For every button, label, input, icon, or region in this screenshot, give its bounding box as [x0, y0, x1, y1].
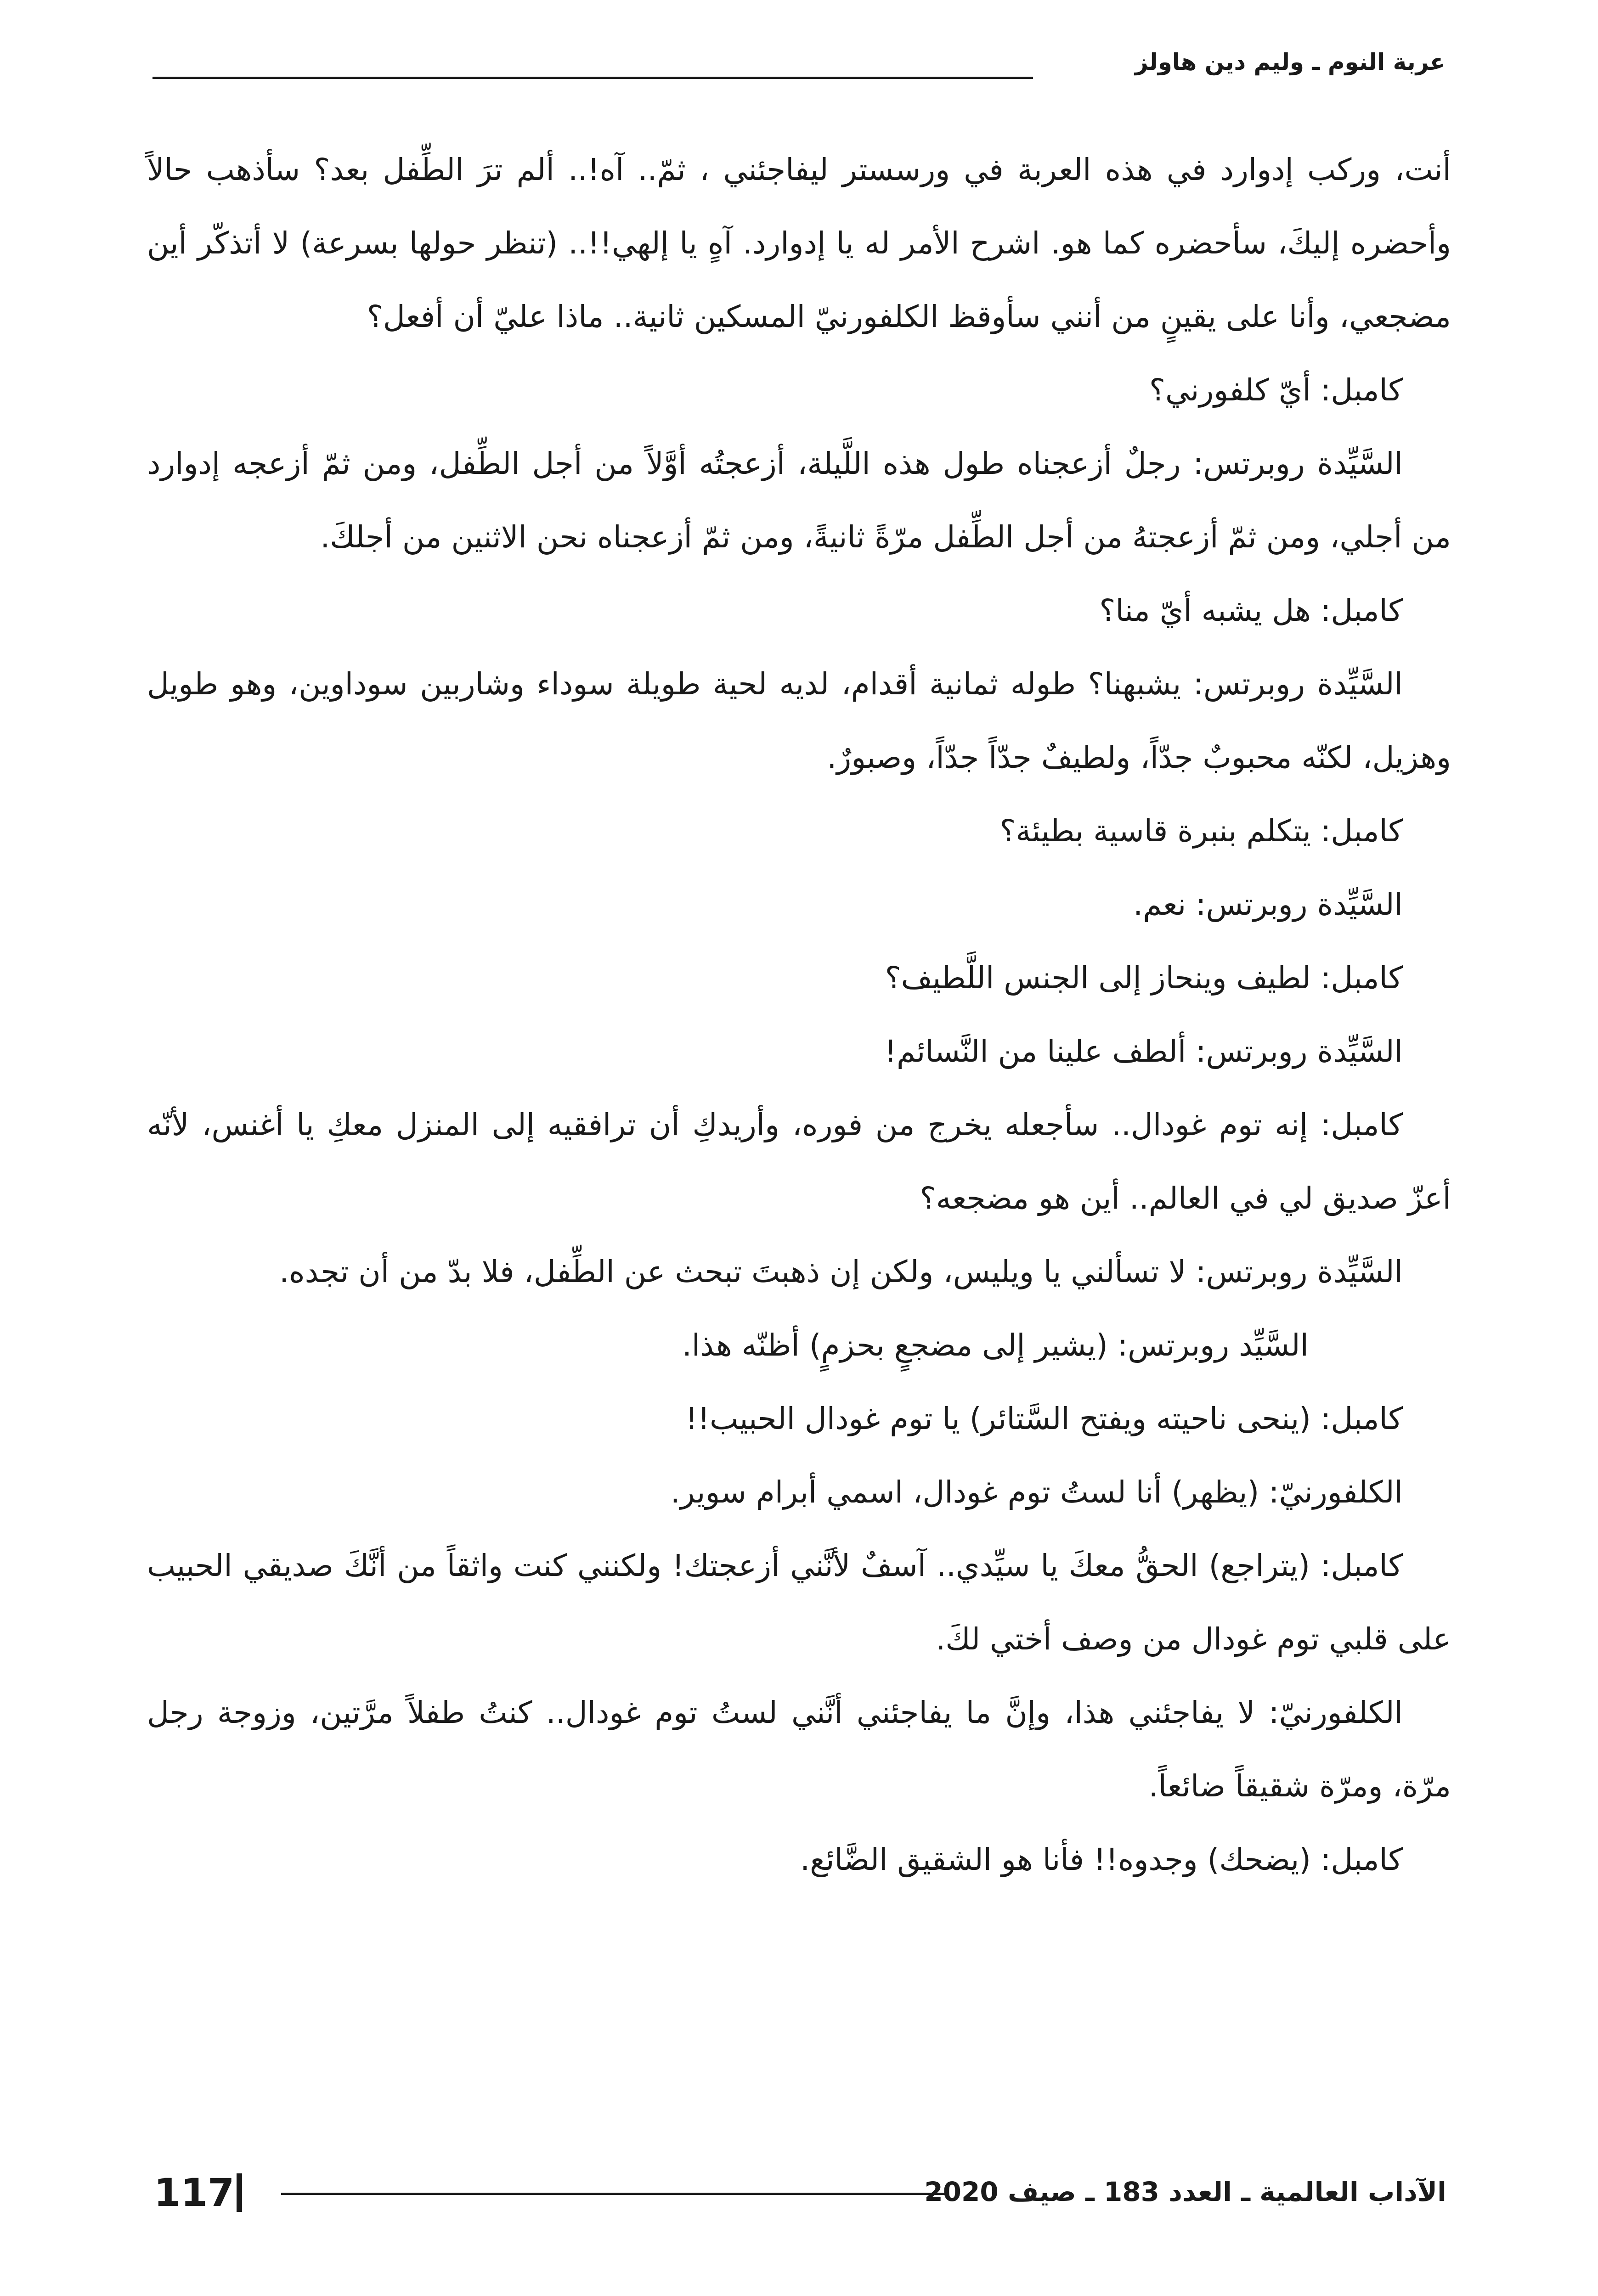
paragraph: السَّيِّدة روبرتس: لا تسألني يا ويليس، ولكن إن ذهبتَ تبحث عن الطِّفل، فلا بدّ من أن تجده. [279, 1254, 1403, 1289]
running-header-title: عربة النوم ـ وليم دين هاولز [1135, 49, 1446, 75]
header-rule [152, 77, 1033, 79]
page-number: 117 [154, 2170, 235, 2215]
paragraph: السَّيِّدة روبرتس: ألطف علينا من النَّسائم! [884, 1034, 1403, 1069]
paragraph: كامبل: (يتراجع) الحقُّ معكَ يا سيِّدي.. آسفٌ لأنَّني أزعجتك! ولكنني كنت واثقاً من أنَّكَ صديقي الحبيب على قلبي توم غودال من وصف أختي لكَ. [147, 1548, 1451, 1657]
paragraph: كامبل: أيّ كلفورني؟ [1149, 372, 1403, 408]
paragraph: السَّيِّدة روبرتس: يشبهنا؟ طوله ثمانية أقدام، لديه لحية طويلة سوداء وشاربين سوداوين، وهو طويل وهزيل، لكنّه محبوبٌ جدّاً، ولطيفٌ جدّاً جدّاً، وصبورٌ. [147, 666, 1451, 775]
paragraph: كامبل: لطيف وينحاز إلى الجنس اللَّطيف؟ [885, 960, 1403, 996]
paragraph: كامبل: (يضحك) وجدوه!! فأنا هو الشقيق الضَّائع. [800, 1842, 1403, 1877]
journal-citation: الآداب العالمية ـ العدد 183 ـ صيف 2020 [924, 2176, 1446, 2207]
paragraph: الكلفورنيّ: لا يفاجئني هذا، وإنَّ ما يفاجئني أنَّني لستُ توم غودال.. كنتُ طفلاً مرَّتين، وزوجة رجل مرّة، ومرّة شقيقاً ضائعاً. [147, 1695, 1451, 1804]
article-body [147, 133, 1451, 1896]
paragraph: السَّيِّدة روبرتس: رجلٌ أزعجناه طول هذه اللَّيلة، أزعجتُه أوَّلاً من أجل الطِّفل، ومن ثمّ أزعجه إدوارد من أجلي، ومن ثمّ أزعجتهُ من أجل الطِّفل مرّةً ثانيةً، ومن ثمّ أزعجناه نحن الاثنين من أجلكَ. [147, 446, 1451, 555]
paragraph: كامبل: هل يشبه أيّ منا؟ [1099, 593, 1403, 628]
paragraph: السَّيِّدة روبرتس: نعم. [1133, 887, 1403, 922]
paragraph: أنت، وركب إدوارد في هذه العربة في ورسستر ليفاجئني ، ثمّ.. آه!.. ألم ترَ الطِّفل بعد؟ سأذهب حالاً وأحضره إليكَ، سأحضره كما هو. اشرح الأمر له يا إدوارد. آهٍ يا إلهي!!.. (تنظر حولها بسرعة) لا أتذكّر أين مضجعي، وأنا على يقينٍ من أنني سأوقظ الكلفورنيّ المسكين ثانية.. ماذا عليّ أن أفعل؟ [147, 152, 1451, 334]
paragraph: كامبل: (ينحى ناحيته ويفتح السَّتائر) يا توم غودال الحبيب!! [685, 1401, 1403, 1436]
paragraph: كامبل: إنه توم غودال.. سأجعله يخرج من فوره، وأريدكِ أن ترافقيه إلى المنزل معكِ يا أغنس، لأنّه أعزّ صديق لي في العالم.. أين هو مضجعه؟ [147, 1107, 1451, 1216]
footer-rule [281, 2193, 945, 2195]
paragraph: السَّيِّد روبرتس: (يشير إلى مضجعٍ بحزمٍ) أظنّه هذا. [682, 1328, 1309, 1363]
paragraph: الكلفورنيّ: (يظهر) أنا لستُ توم غودال، اسمي أبرام سوير. [670, 1474, 1403, 1510]
page-number-bar [237, 2173, 242, 2212]
paragraph: كامبل: يتكلم بنبرة قاسية بطيئة؟ [999, 813, 1403, 849]
